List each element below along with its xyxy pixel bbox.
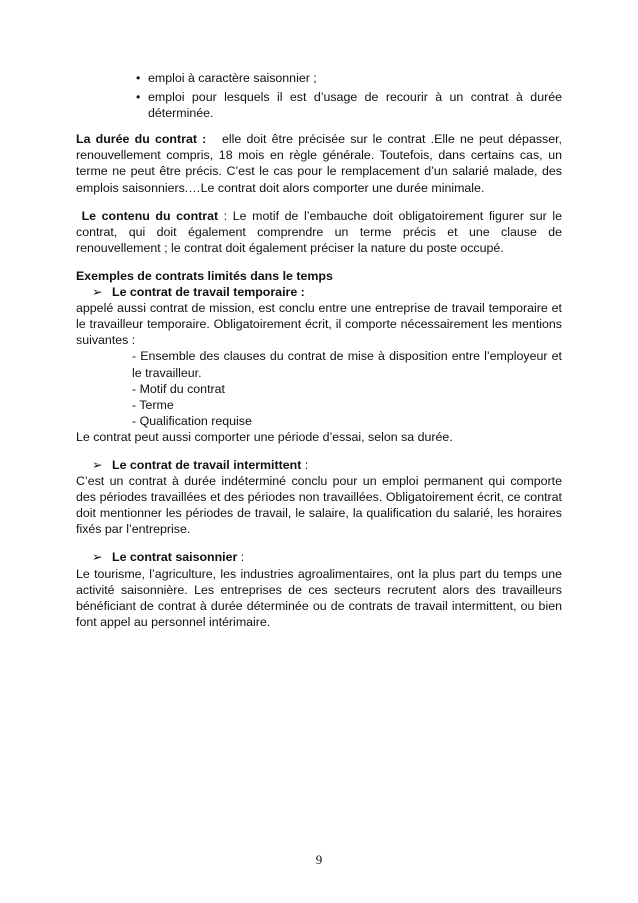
bullet-text: emploi pour lesquels il est d’usage de recourir à un contrat à durée déterminée. bbox=[148, 90, 562, 121]
bullet-icon: • bbox=[136, 90, 141, 105]
duree-heading: La durée du contrat : bbox=[76, 132, 207, 147]
temporaire-closing: Le contrat peut aussi comporter une période d’essai, selon sa durée. bbox=[76, 429, 453, 444]
bullet-icon: • bbox=[136, 71, 141, 85]
mentions-list bbox=[76, 348, 562, 428]
list-item: - Qualification requise bbox=[132, 413, 252, 428]
exemples-heading: Exemples de contrats limités dans le temps bbox=[76, 268, 333, 283]
list-item: - Terme bbox=[132, 397, 174, 412]
arrow-icon: ➢ bbox=[92, 285, 103, 300]
contenu-paragraph bbox=[76, 208, 562, 256]
duree-paragraph bbox=[76, 131, 562, 195]
page-number: 9 bbox=[315, 852, 323, 867]
saisonnier-title: ➢ Le contrat saisonnier : bbox=[92, 550, 245, 565]
arrow-icon: ➢ bbox=[92, 550, 103, 565]
saisonnier-text: Le tourisme, l’agriculture, les industries agroalimentaires, ont la plus part du temps une activité saisonnière. Les entreprises de ces secteurs recrutent alors des travailleurs bénéficiant de contrat à durée déterminée ou de contrats de travail intermittent, ou bien font appel au personnel intérimaire. bbox=[76, 566, 562, 629]
contenu-heading: Le contenu du contrat bbox=[81, 208, 219, 223]
list-item bbox=[76, 89, 562, 121]
intermittent-text: C’est un contrat à durée indéterminé conclu pour un emploi permanent qui comporte des périodes travaillées et des périodes non travaillées. Obligatoirement écrit, ce contrat doit mentionner les périodes de travail, le salaire, la qualification du salarié, les horaires fixés par l’entreprise. bbox=[76, 474, 562, 537]
temporaire-title: ➢ Le contrat de travail temporaire : bbox=[92, 285, 305, 300]
arrow-icon: ➢ bbox=[92, 457, 103, 472]
duree-text: elle doit être précisée sur le contrat .Elle ne peut dépasser, renouvellement compris, 18 mois en règle générale. Toutefois, dans certains cas, un terme ne peut être précis. C’est le cas pour le remplacement d’un salarié malade, des emplois saisonniers.…Le contrat doit alors comporter une durée minimale. bbox=[76, 132, 562, 195]
temporaire-text: appelé aussi contrat de mission, est conclu entre une entreprise de travail temporaire et le travailleur temporaire. Obligatoirement écrit, il comporte nécessairement les mentions suivantes : bbox=[76, 301, 562, 348]
contenu-text: : Le motif de l’embauche doit obligatoirement figurer sur le contrat, qui doit également comprendre un terme précis et une clause de renouvellement ; le contrat doit également préciser la nature du poste occupé. bbox=[76, 208, 562, 255]
bullet-list bbox=[76, 70, 562, 121]
list-item: - Ensemble des clauses du contrat de mise à disposition entre l’employeur et le travailleur. bbox=[132, 349, 562, 380]
list-item bbox=[76, 70, 562, 86]
bullet-text: emploi à caractère saisonnier ; bbox=[148, 71, 317, 85]
list-item: - Motif du contrat bbox=[132, 381, 225, 396]
intermittent-title: ➢ Le contrat de travail intermittent : bbox=[92, 457, 309, 472]
document-page bbox=[76, 70, 562, 630]
